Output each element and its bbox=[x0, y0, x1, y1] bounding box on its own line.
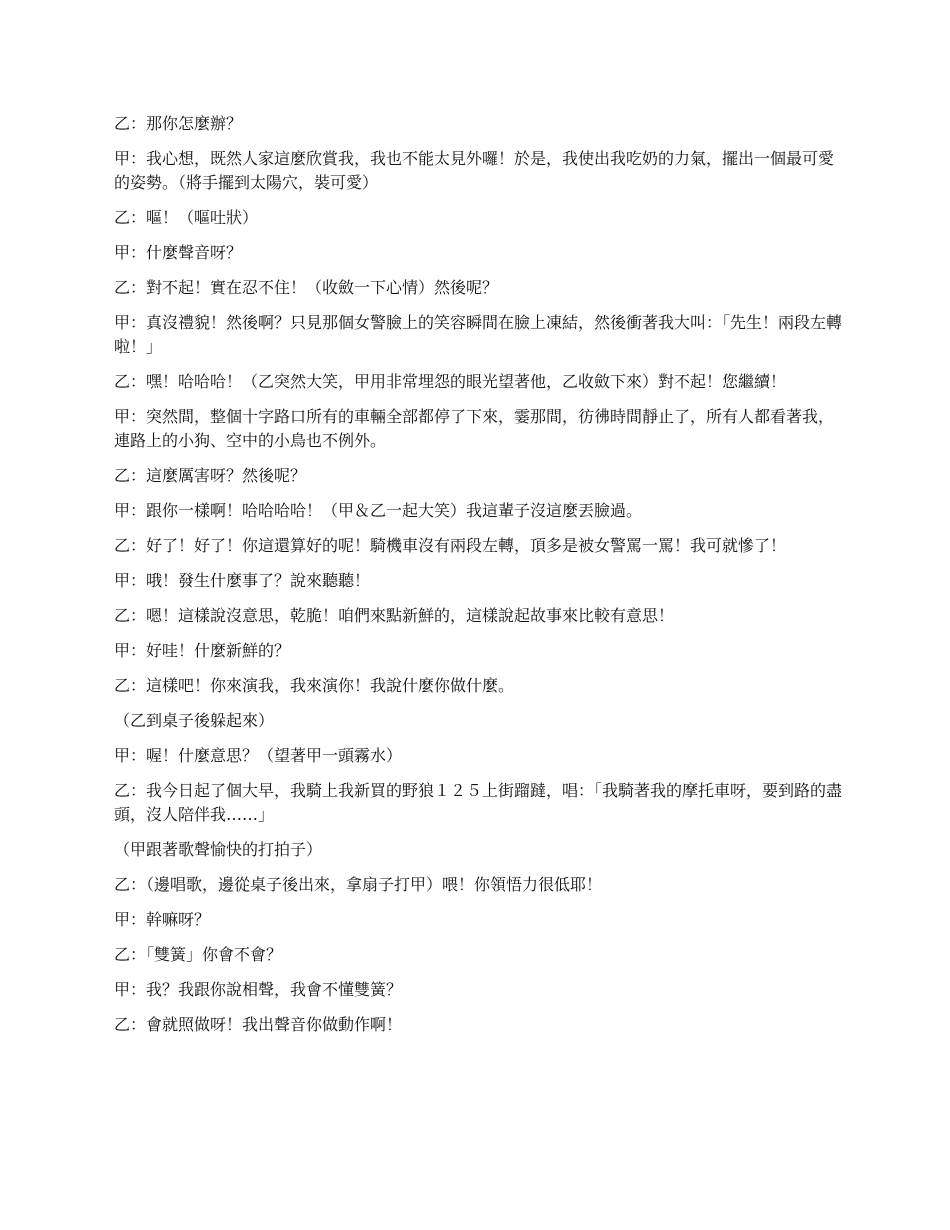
document-page bbox=[114, 112, 844, 1048]
dialogue-line: 甲：好哇！什麼新鮮的？ bbox=[114, 641, 291, 660]
dialogue-line: 乙：對不起！實在忍不住！（收斂一下心情）然後呢？ bbox=[114, 278, 499, 297]
dialogue-line: 甲：喔！什麼意思？（望著甲一頭霧水） bbox=[114, 746, 403, 765]
dialogue-line: 乙：這樣吧！你來演我，我來演你！我說什麼你做什麼。 bbox=[114, 676, 515, 695]
dialogue-line: 乙：嘿！哈哈哈！（乙突然大笑，甲用非常埋怨的眼光望著他，乙收斂下來）對不起！您繼續！ bbox=[114, 372, 787, 391]
dialogue-line: 甲：突然間，整個十字路口所有的車輛全部都停了下來，霎那間，彷彿時間靜止了，所有人都看著我，連路上的小狗、空中的小鳥也不例外。 bbox=[114, 407, 835, 450]
dialogue-line: 乙：（邊唱歌，邊從桌子後出來，拿扇子打甲）喂！你領悟力很低耶！ bbox=[114, 875, 603, 894]
dialogue-line: 乙：嗯！這樣說沒意思，乾脆！咱們來點新鮮的，這樣說起故事來比較有意思！ bbox=[114, 606, 675, 625]
stage-direction: （甲跟著歌聲愉快的打拍子） bbox=[114, 840, 323, 859]
dialogue-line: 甲：跟你一樣啊！哈哈哈哈！（甲＆乙一起大笑）我這輩子沒這麼丟臉過。 bbox=[114, 501, 643, 520]
dialogue-line: 甲：哦！發生什麼事了？說來聽聽！ bbox=[114, 571, 371, 590]
dialogue-line: 甲：幹嘛呀？ bbox=[114, 910, 211, 929]
dialogue-line: 乙：這麼厲害呀？然後呢？ bbox=[114, 466, 307, 485]
dialogue-line: 甲：我心想，既然人家這麼欣賞我，我也不能太見外囉！於是，我使出我吃奶的力氣，擺出一個最可愛的姿勢。（將手擺到太陽穴，裝可愛） bbox=[114, 149, 835, 192]
dialogue-line: 乙：那你怎麼辦？ bbox=[114, 114, 243, 133]
stage-direction: （乙到桌子後躲起來） bbox=[114, 711, 275, 730]
dialogue-line: 甲：什麼聲音呀？ bbox=[114, 243, 243, 262]
dialogue-line: 乙：我今日起了個大早，我騎上我新買的野狼１２５上街蹓躂，唱：「我騎著我的摩托車呀，要到路的盡頭，沒人陪伴我……」 bbox=[114, 781, 843, 824]
dialogue-line: 甲：我？我跟你說相聲，我會不懂雙簧？ bbox=[114, 980, 403, 999]
dialogue-line: 乙：會就照做呀！我出聲音你做動作啊！ bbox=[114, 1015, 403, 1034]
dialogue-line: 乙：嘔！（嘔吐狀） bbox=[114, 208, 259, 227]
dialogue-line: 乙：「雙簧」你會不會？ bbox=[114, 945, 283, 964]
dialogue-line: 甲：真沒禮貌！然後啊？只見那個女警臉上的笑容瞬間在臉上凍結，然後衝著我大叫：「先生！兩段左轉啦！」 bbox=[114, 313, 843, 356]
dialogue-line: 乙：好了！好了！你這還算好的呢！騎機車沒有兩段左轉，頂多是被女警罵一罵！我可就慘了！ bbox=[114, 536, 787, 555]
